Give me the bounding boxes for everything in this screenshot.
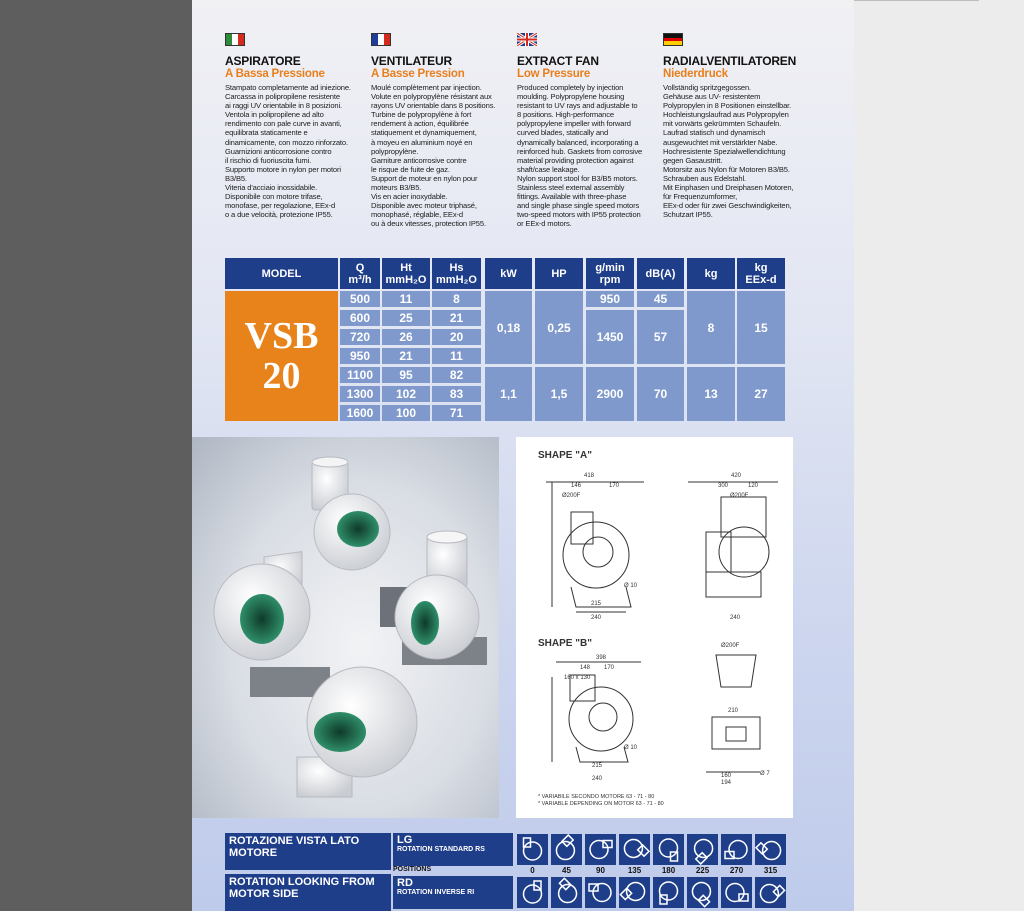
column-subtitle: Niederdruck — [663, 68, 728, 80]
ht-value: 25 — [382, 310, 430, 326]
header-kg-eexd: kg EEx-d — [737, 258, 785, 289]
column-title: VENTILATEUR — [371, 54, 452, 68]
shape-b-label: SHAPE "B" — [538, 638, 592, 649]
volute-glyph — [585, 877, 616, 908]
rotation-180-lg-icon — [653, 834, 684, 865]
rpm-value: 950 — [586, 291, 634, 307]
right-margin-line — [854, 0, 979, 1]
svg-text:420: 420 — [731, 473, 742, 479]
svg-text:398: 398 — [596, 655, 607, 661]
column-title: RADIALVENTILATOREN — [663, 54, 797, 68]
hs-value: 8 — [432, 291, 481, 307]
volute-glyph — [551, 834, 582, 865]
volute-glyph — [551, 877, 582, 908]
position-label: 225 — [695, 866, 710, 875]
q-value: 500 — [340, 291, 380, 307]
volute-glyph — [585, 834, 616, 865]
position-label: 180 — [661, 866, 676, 875]
volute-glyph — [517, 834, 548, 865]
kg-eexd-value: 27 — [737, 367, 785, 421]
header-kg: kg — [687, 258, 735, 289]
q-value: 950 — [340, 348, 380, 364]
svg-text:Ø200F: Ø200F — [730, 493, 749, 499]
rotation-0-lg-icon — [517, 834, 548, 865]
position-label: 90 — [596, 866, 605, 875]
header-kw: kW — [485, 258, 532, 289]
rotation-label-en: ROTATION LOOKING FROM MOTOR SIDE — [225, 874, 391, 911]
catalog-page — [192, 0, 854, 911]
column-subtitle: A Basse Pression — [371, 68, 465, 80]
svg-text:Ø 10: Ø 10 — [624, 583, 638, 589]
rotation-45-lg-icon — [551, 834, 582, 865]
volute-glyph — [687, 834, 718, 865]
svg-text:194: 194 — [721, 780, 732, 786]
kw-value: 1,1 — [485, 367, 532, 421]
q-value: 720 — [340, 329, 380, 345]
volute-glyph — [687, 877, 718, 908]
header-db: dB(A) — [637, 258, 684, 289]
svg-text:Ø200F: Ø200F — [562, 493, 581, 499]
rotation-270-rd-icon — [721, 877, 752, 908]
svg-text:146: 146 — [571, 483, 582, 489]
volute-glyph — [721, 877, 752, 908]
column-text: Stampato completamente ad iniezione. Carcassa in polipropilene resistente ai raggi UV orientabile in 8 posizioni. Ventola in polipropilene ad alto rendimento con pale curve in avanti, equilibrata staticamente e dinamicamente, con mozzo rinforzato. Guarnizioni anticorrosione contro il rischio di fuoriuscita fumi. Supporto motore in nylon per motori B3/B5. Viteria d'acciaio inossidabile. Disponibile con motore trifase, monofase, per regolazione, EEx-d o a due velocità, protezione IP55. — [225, 83, 351, 220]
q-value: 600 — [340, 310, 380, 326]
db-value: 70 — [637, 367, 684, 421]
header-hp: HP — [535, 258, 583, 289]
db-value: 57 — [637, 310, 684, 364]
uk-flag-icon — [517, 33, 537, 46]
column-title: EXTRACT FAN — [517, 54, 599, 68]
hs-value: 71 — [432, 405, 481, 421]
hs-value: 83 — [432, 386, 481, 402]
rotation-0-rd-icon — [517, 877, 548, 908]
italy-flag-icon — [225, 33, 245, 46]
header-hs: Hs mmH₂O — [432, 258, 481, 289]
position-label: 45 — [562, 866, 571, 875]
q-value: 1100 — [340, 367, 380, 383]
rpm-value: 2900 — [586, 367, 634, 421]
germany-flag-icon — [663, 33, 683, 46]
volute-glyph — [755, 834, 786, 865]
kg-value: 8 — [687, 291, 735, 364]
lg-label: LG ROTATION STANDARD RS — [393, 833, 513, 866]
drawing-lines — [516, 437, 793, 818]
column-english — [517, 33, 657, 229]
rotation-45-rd-icon — [551, 877, 582, 908]
column-french — [371, 33, 511, 229]
right-margin — [854, 0, 1024, 911]
rotation-135-rd-icon — [619, 877, 650, 908]
rotation-225-rd-icon — [687, 877, 718, 908]
position-label: 315 — [763, 866, 778, 875]
volute-glyph — [517, 877, 548, 908]
svg-text:160 x 130: 160 x 130 — [564, 675, 591, 681]
column-subtitle: Low Pressure — [517, 68, 591, 80]
svg-text:215: 215 — [591, 601, 602, 607]
technical-drawings — [516, 437, 793, 818]
db-value: 45 — [637, 291, 684, 307]
q-value: 1300 — [340, 386, 380, 402]
svg-text:170: 170 — [604, 665, 615, 671]
header-q: Q m³/h — [340, 258, 380, 289]
rotation-315-lg-icon — [755, 834, 786, 865]
hs-value: 11 — [432, 348, 481, 364]
model-name: VSB 20 — [225, 291, 338, 421]
ht-value: 95 — [382, 367, 430, 383]
svg-text:Ø 7: Ø 7 — [760, 771, 770, 777]
svg-text:170: 170 — [609, 483, 620, 489]
rotation-315-rd-icon — [755, 877, 786, 908]
column-german — [663, 33, 803, 219]
svg-text:120: 120 — [748, 483, 759, 489]
rotation-90-rd-icon — [585, 877, 616, 908]
svg-text:148: 148 — [580, 665, 591, 671]
ht-value: 26 — [382, 329, 430, 345]
svg-text:418: 418 — [584, 473, 595, 479]
product-photo — [192, 437, 499, 818]
svg-text:240: 240 — [730, 615, 741, 621]
svg-text:Ø200F: Ø200F — [721, 643, 740, 649]
france-flag-icon — [371, 33, 391, 46]
svg-text:210: 210 — [728, 708, 739, 714]
volute-glyph — [755, 877, 786, 908]
rotation-180-rd-icon — [653, 877, 684, 908]
ht-value: 11 — [382, 291, 430, 307]
drawing-notes: * VARIABILE SECONDO MOTORE 63 - 71 - 80 * VARIABLE DEPENDING ON MOTOR 63 - 71 - 80 — [538, 794, 664, 807]
column-text: Produced completely by injection moulding. Polypropylene housing resistant to UV rays and adjustable to 8 positions. High-performance polypropylene impeller with forward curved blades, statically and dynamically balanced, incorporating a reinforced hub. Gaskets from corrosive material providing protection against shaft/case leakage. Nylon support stool for B3/B5 motors. Stainless steel external assembly fittings. Available with three-phase and single phase single speed motors two-speed motors with IP55 protection or EEx-d motors. — [517, 83, 643, 229]
ht-value: 102 — [382, 386, 430, 402]
column-italian — [225, 33, 365, 219]
fans-illustration — [192, 437, 499, 818]
rd-label: RD ROTATION INVERSE RI — [393, 876, 513, 909]
kg-value: 13 — [687, 367, 735, 421]
hp-value: 1,5 — [535, 367, 583, 421]
kg-eexd-value: 15 — [737, 291, 785, 364]
volute-glyph — [619, 834, 650, 865]
svg-text:215: 215 — [592, 763, 603, 769]
svg-text:Ø 10: Ø 10 — [624, 745, 638, 751]
volute-glyph — [721, 834, 752, 865]
header-rpm: g/min rpm — [586, 258, 634, 289]
rotation-135-lg-icon — [619, 834, 650, 865]
volute-glyph — [653, 877, 684, 908]
rotation-270-lg-icon — [721, 834, 752, 865]
svg-text:300: 300 — [718, 483, 729, 489]
header-model: MODEL — [225, 258, 338, 289]
position-label: 270 — [729, 866, 744, 875]
column-text: Vollständig spritzgegossen. Gehäuse aus UV- resistentem Polypropylen in 8 Positionen einstellbar. Hochleistungslaufrad aus Polypropylen mit vorwärts gekrümmten Schaufeln. Laufrad statisch und dynamisch ausgewuchtet mit verstärkter Nabe. Hochresistente Spezialwellendichtung gegen Gasaustritt. Motorsitz aus Nylon für Motoren B3/B5. Schrauben aus Edelstahl. Mit Einphasen und Dreiphasen Motoren, für Frequenzumformer, EEx-d oder für zwei Geschwindigkeiten, Schutzart IP55. — [663, 83, 794, 220]
shape-a-label: SHAPE "A" — [538, 450, 592, 461]
column-title: ASPIRATORE — [225, 54, 301, 68]
hs-value: 82 — [432, 367, 481, 383]
q-value: 1600 — [340, 405, 380, 421]
rotation-90-lg-icon — [585, 834, 616, 865]
header-ht: Ht mmH₂O — [382, 258, 430, 289]
hp-value: 0,25 — [535, 291, 583, 364]
hs-value: 21 — [432, 310, 481, 326]
position-label: 0 — [530, 866, 535, 875]
positions-label: POSITIONS — [393, 866, 432, 873]
column-text: Moulé complètement par injection. Volute en polypropylène résistant aux rayons UV orientable dans 8 positions. Turbine de polypropylène à fort rendement à action, équilibrée statiquement et dynamiquement, à moyeu en aluminium noyé en polypropylène. Garniture anticorrosive contre le risque de fuite de gaz. Support de moteur en nylon pour moteurs B3/B5. Vis en acier inoxydable. Disponible avec moteur triphasé, monophasé, réglable, EEx-d ou à deux vitesses, protection IP55. — [371, 83, 496, 229]
kw-value: 0,18 — [485, 291, 532, 364]
volute-glyph — [653, 834, 684, 865]
svg-text:160: 160 — [721, 773, 732, 779]
hs-value: 20 — [432, 329, 481, 345]
volute-glyph — [619, 877, 650, 908]
rotation-label-it: ROTAZIONE VISTA LATO MOTORE — [225, 833, 391, 870]
ht-value: 21 — [382, 348, 430, 364]
ht-value: 100 — [382, 405, 430, 421]
svg-text:240: 240 — [591, 615, 602, 621]
svg-text:240: 240 — [592, 776, 603, 782]
rpm-value: 1450 — [586, 310, 634, 364]
position-label: 135 — [627, 866, 642, 875]
rotation-225-lg-icon — [687, 834, 718, 865]
column-subtitle: A Bassa Pressione — [225, 68, 325, 80]
